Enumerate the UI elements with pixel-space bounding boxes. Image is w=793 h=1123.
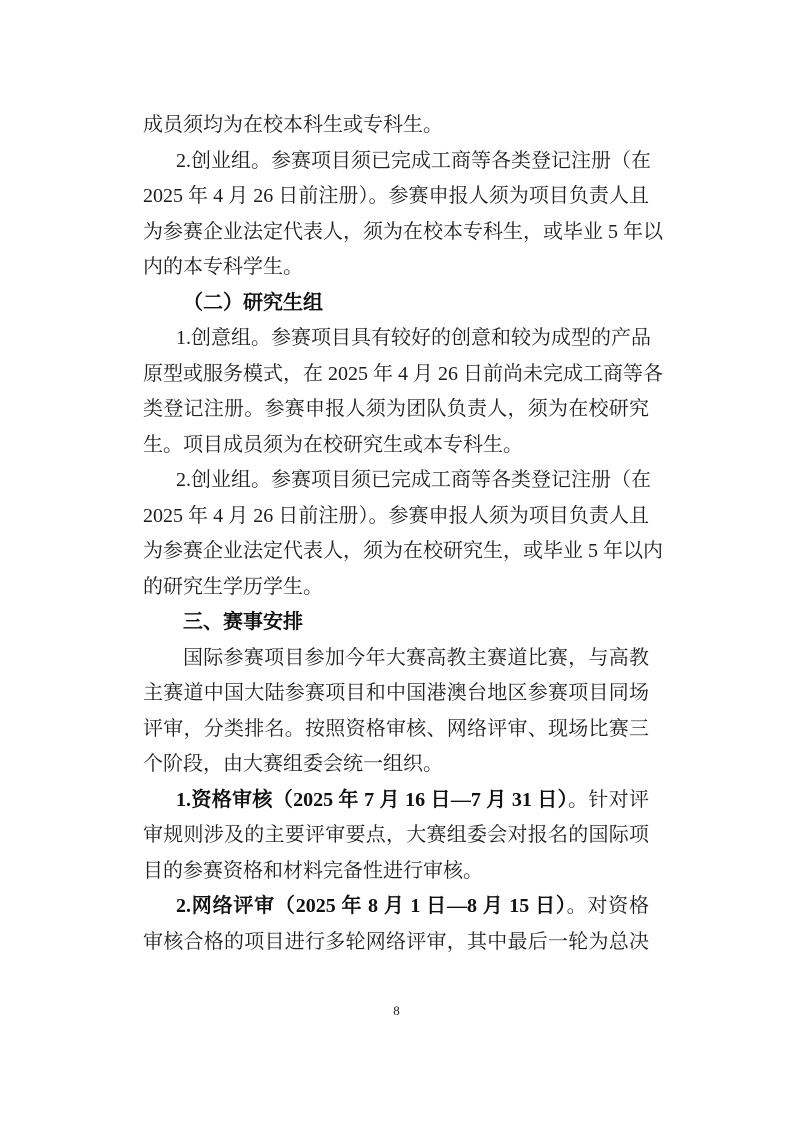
body-line: 原型或服务模式，在 2025 年 4 月 26 日前尚未完成工商等各 [143, 362, 663, 385]
page-number: 8 [393, 1003, 400, 1018]
text-run: 。针对评 [567, 788, 650, 811]
text-block [143, 108, 663, 960]
body-line: 为参赛企业法定代表人，须为在校研究生，或毕业 5 年以内 [143, 540, 663, 562]
text-run: 。对资格 [566, 895, 650, 917]
body-line [143, 783, 649, 819]
body-line: 内的本专科学生。 [143, 256, 303, 278]
body-line: 2025 年 4 月 26 日前注册）。参赛申报人须为项目负责人且 [143, 185, 649, 207]
body-line: 审规则涉及的主要评审要点，大赛组委会对报名的国际项 [143, 824, 649, 846]
body-line: 1.创意组。参赛项目具有较好的创意和较为成型的产品 [176, 327, 651, 349]
body-line: 主赛道中国大陆参赛项目和中国港澳台地区参赛项目同场 [143, 682, 649, 704]
body-line: 2025 年 4 月 26 日前注册）。参赛申报人须为项目负责人且 [143, 504, 649, 527]
section-heading: （二）研究生组 [183, 291, 323, 314]
body-line: 的研究生学历学生。 [143, 575, 323, 598]
body-line: 为参赛企业法定代表人，须为在校本专科生，或毕业 5 年以 [143, 220, 663, 243]
body-line: 类登记注册。参赛申报人须为团队负责人，须为在校研究 [143, 398, 649, 420]
bold-run: 2.网络评审（2025 年 8 月 1 日—8 月 15 日） [176, 895, 567, 917]
body-line: 国际参赛项目参加今年大赛高教主赛道比赛，与高教 [183, 646, 649, 669]
body-line: 评审，分类排名。按照资格审核、网络评审、现场比赛三 [143, 717, 649, 740]
body-line: 2.创业组。参赛项目须已完成工商等各类登记注册（在 [176, 469, 651, 491]
body-line: 目的参赛资格和材料完备性进行审核。 [143, 859, 483, 882]
bold-run: 1.资格审核（2025 年 7 月 16 日—7 月 31 日） [176, 788, 568, 811]
body-line: 生。项目成员须为在校研究生或本专科生。 [143, 433, 523, 456]
body-line: 成员须均为在校本科生或专科生。 [143, 114, 443, 136]
section-heading: 三、赛事安排 [183, 611, 303, 633]
body-line: 个阶段，由大赛组委会统一组织。 [143, 753, 443, 775]
body-line: 审核合格的项目进行多轮网络评审，其中最后一轮为总决 [143, 930, 649, 953]
body-line: 2.创业组。参赛项目须已完成工商等各类登记注册（在 [176, 149, 651, 172]
body-line [143, 889, 649, 925]
